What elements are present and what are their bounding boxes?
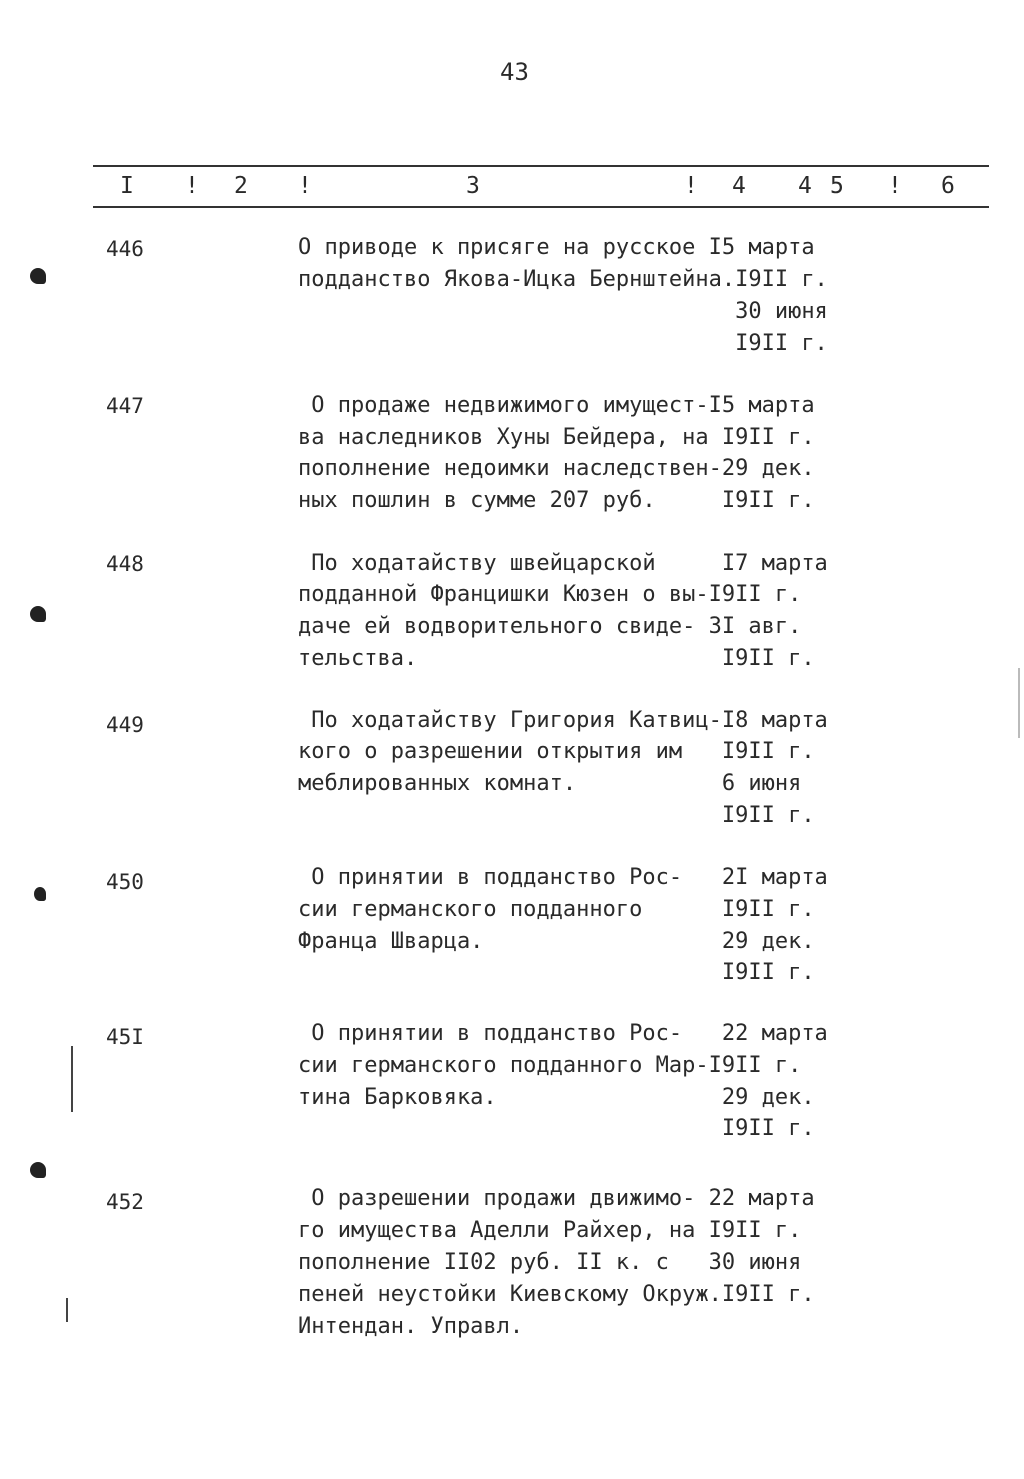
- column-header-1: I: [120, 173, 134, 199]
- entry-number: 45I: [106, 1025, 144, 1049]
- entry-number: 449: [106, 713, 144, 737]
- entry-line: ных пошлин в сумме 207 руб. I9II г.: [298, 488, 815, 513]
- margin-line-mark: [71, 1046, 73, 1112]
- column-header-5: 5: [830, 173, 844, 199]
- punch-hole-mark: [34, 887, 46, 901]
- entry-line: О приводе к присяге на русское I5 марта: [298, 235, 815, 260]
- entry-line: пополнение недоимки наследствен-29 дек.: [298, 456, 815, 481]
- table-header-top-rule: [93, 165, 989, 167]
- column-separator: !: [888, 173, 902, 199]
- entry-line: По ходатайству Григория Катвиц-I8 марта: [298, 708, 828, 733]
- margin-line-mark: [1018, 668, 1020, 738]
- column-separator: !: [185, 173, 199, 199]
- entry-line: Интендан. Управл.: [298, 1314, 524, 1339]
- column-header-4: 4: [732, 173, 746, 199]
- entry-line: тина Барковяка. 29 дек.: [298, 1085, 815, 1110]
- margin-line-mark: [66, 1298, 68, 1322]
- entry-line: пополнение II02 руб. II к. с 30 июня: [298, 1250, 802, 1275]
- entry-line: даче ей водворительного свиде- 3I авг.: [298, 614, 802, 639]
- entry-line: О принятии в подданство Рос- 22 марта: [298, 1021, 828, 1046]
- entry-line: I9II г.: [298, 803, 815, 828]
- page-number: 43: [500, 58, 529, 86]
- entry-line: кого о разрешении открытия им I9II г.: [298, 739, 815, 764]
- column-header-3: 3: [466, 173, 480, 199]
- entry-line: По ходатайству швейцарской I7 марта: [298, 551, 828, 576]
- entry-line: ва наследников Хуны Бейдера, на I9II г.: [298, 425, 815, 450]
- entry-line: I9II г.: [298, 331, 828, 356]
- entry-line: I9II г.: [298, 960, 815, 985]
- entry-number: 452: [106, 1190, 144, 1214]
- entry-line: подданство Якова-Ицка Бернштейна.I9II г.: [298, 267, 828, 292]
- punch-hole-mark: [30, 268, 46, 284]
- entry-line: О продаже недвижимого имущест-I5 марта: [298, 393, 815, 418]
- entry-line: О принятии в подданство Рос- 2I марта: [298, 865, 828, 890]
- entry-number: 446: [106, 237, 144, 261]
- column-separator: !: [684, 173, 698, 199]
- column-separator: 4: [798, 173, 812, 199]
- table-header-bottom-rule: [93, 206, 989, 208]
- entry-number: 447: [106, 394, 144, 418]
- entry-line: 30 июня: [298, 299, 828, 324]
- entry-number: 448: [106, 552, 144, 576]
- entry-line: тельства. I9II г.: [298, 646, 815, 671]
- entry-line: О разрешении продажи движимо- 22 марта: [298, 1186, 815, 1211]
- entry-line: пеней неустойки Киевскому Окруж.I9II г.: [298, 1282, 815, 1307]
- column-header-6: 6: [941, 173, 955, 199]
- entry-line: го имущества Аделли Райхер, на I9II г.: [298, 1218, 802, 1243]
- entry-number: 450: [106, 870, 144, 894]
- punch-hole-mark: [30, 1162, 46, 1178]
- entry-line: сии германского подданного I9II г.: [298, 897, 815, 922]
- column-header-2: 2: [234, 173, 248, 199]
- entry-line: I9II г.: [298, 1116, 815, 1141]
- entry-line: сии германского подданного Мар-I9II г.: [298, 1053, 802, 1078]
- column-separator: !: [298, 173, 312, 199]
- punch-hole-mark: [30, 606, 46, 622]
- entry-line: Франца Шварца. 29 дек.: [298, 929, 815, 954]
- entry-line: меблированных комнат. 6 июня: [298, 771, 802, 796]
- entry-line: подданной Францишки Кюзен о вы-I9II г.: [298, 582, 802, 607]
